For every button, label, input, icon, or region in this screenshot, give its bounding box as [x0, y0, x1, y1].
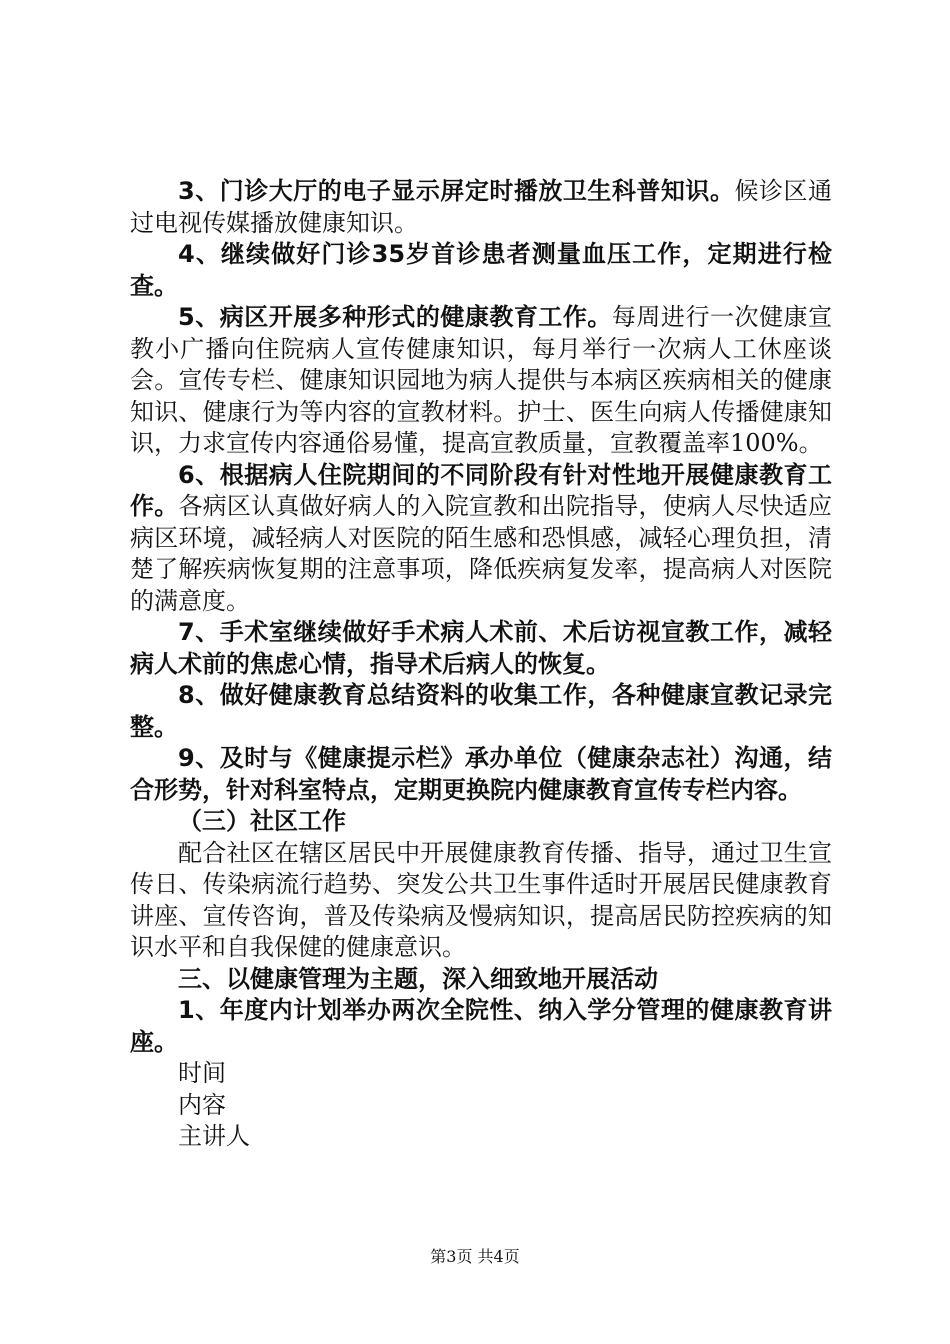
paragraph-3-lead: 3、门诊大厅的电子显示屏定时播放卫生科普知识。	[178, 177, 735, 205]
paragraph-6-body: 各病区认真做好病人的入院宣教和出院指导，使病人尽快适应病区环境，减轻病人对医院的陌生感和恐惧感，减轻心理负担，清楚了解疾病恢复期的注意事项，降低疾病复发率，提高病人对医院的满意度。	[130, 492, 833, 615]
paragraph-4-lead: 4、继续做好门诊35岁首诊患者测量血压工作，定期进行检查。	[130, 240, 832, 300]
table-label-time: 时间	[178, 1059, 226, 1087]
paragraph-3	[130, 176, 832, 239]
paragraph-7-lead: 7、手术室继续做好手术病人术前、术后访视宣教工作，减轻病人术前的焦虑心情，指导术后病人的恢复。	[130, 618, 832, 678]
document-body	[130, 176, 832, 1153]
paragraph-6-lead: 6、根据病人住院期间的不同阶段有针对性地开展健康教育工作。	[130, 460, 832, 520]
paragraph-7	[130, 617, 832, 680]
community-section-heading: （三）社区工作	[178, 807, 346, 835]
section-three-heading: 三、以健康管理为主题，深入细致地开展活动	[178, 964, 658, 993]
paragraph-5-lead: 5、病区开展多种形式的健康教育工作。	[178, 303, 612, 331]
section-three-item-1: 1、年度内计划举办两次全院性、纳入学分管理的健康教育讲座。	[130, 996, 832, 1056]
table-label-speaker: 主讲人	[178, 1122, 250, 1150]
paragraph-5	[130, 302, 832, 460]
paragraph-8	[130, 680, 832, 743]
paragraph-9-lead: 9、及时与《健康提示栏》承办单位（健康杂志社）沟通，结合形势，针对科室特点，定期更换院内健康教育宣传专栏内容。	[130, 744, 832, 804]
paragraph-8-lead: 8、做好健康教育总结资料的收集工作，各种健康宣教记录完整。	[130, 681, 832, 741]
paragraph-6	[130, 460, 832, 618]
table-label-content: 内容	[178, 1090, 226, 1119]
page-footer: 第3页 共4页	[430, 1247, 520, 1266]
paragraph-9	[130, 743, 832, 806]
paragraph-5-body: 每周进行一次健康宣教小广播向住院病人宣传健康知识，每月举行一次病人工休座谈会。宣传专栏、健康知识园地为病人提供与本病区疾病相关的健康知识、健康行为等内容的宣教材料。护士、医生向病人传播健康知识，力求宣传内容通俗易懂，提高宣教质量，宣教覆盖率100%。	[130, 303, 832, 457]
paragraph-4	[130, 239, 832, 302]
paragraph-3-body: 候诊区通过电视传媒播放健康知识。	[130, 177, 833, 237]
community-section-text: 配合社区在辖区居民中开展健康教育传播、指导，通过卫生宣传日、传染病流行趋势、突发公共卫生事件适时开展居民健康教育讲座、宣传咨询，普及传染病及慢病知识，提高居民防控疾病的知识水平和自我保健的健康意识。	[130, 838, 832, 961]
